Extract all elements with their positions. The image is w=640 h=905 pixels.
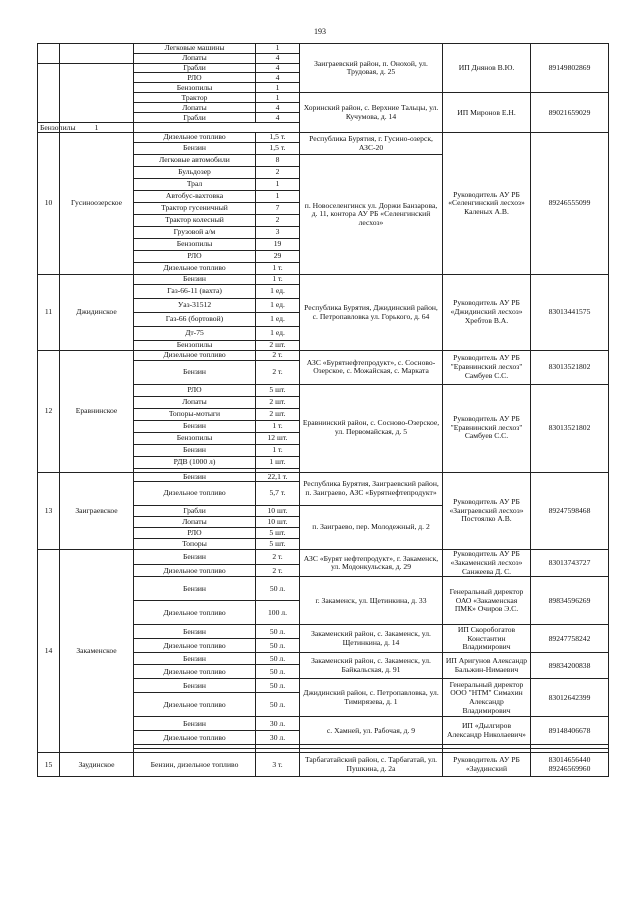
table-cell: Бензин — [134, 420, 256, 432]
table-cell: Бензин, дизельное топливо — [134, 753, 256, 777]
table-cell: ИП Днянов В.Ю. — [443, 44, 531, 93]
table-cell: Джидинский район, с. Петропавловка, ул. Тимирязева, д. 1 — [300, 679, 443, 717]
table-cell: АЗС «Бурят нефтепродукт», г. Закаменск, ул. Модонкульская, д. 29 — [300, 550, 443, 577]
table-cell: Джидинское — [60, 275, 134, 351]
table-cell: 89247758242 — [531, 625, 609, 653]
table-cell: 29 — [256, 251, 300, 263]
table-cell: Бензопилы — [134, 83, 256, 93]
table-cell: 1 шт. — [256, 456, 300, 468]
table-cell: Топоры — [134, 539, 256, 550]
table-cell: п. Заиграево, пер. Молодежный, д. 2 — [300, 506, 443, 550]
table-cell: Газ-66-11 (вахта) — [134, 284, 256, 298]
table-cell: 1 — [256, 93, 300, 103]
table-cell: 2 т. — [256, 550, 300, 565]
table-cell: Дизельное топливо — [134, 133, 256, 143]
table-cell: Генеральный директор ООО "НТМ" Симахин Александр Владимирович — [443, 679, 531, 717]
table-cell — [38, 44, 60, 64]
table-cell: Бензин — [134, 653, 256, 665]
table-cell: Бензопилы — [134, 239, 256, 251]
table-cell: г. Закаменск, ул. Щетинкина, д. 33 — [300, 577, 443, 625]
table-cell: Бензопилы — [38, 123, 60, 133]
table-cell: 50 л. — [256, 625, 300, 639]
table-cell: Дизельное топливо — [134, 693, 256, 717]
table-cell: Уаз-31512 — [134, 298, 256, 312]
table-cell: Заиграевское — [60, 472, 134, 550]
table-cell: Трактор — [134, 93, 256, 103]
table-cell: 83014656440 89246569960 — [531, 753, 609, 777]
table-cell: 83013521802 — [531, 350, 609, 384]
table-row — [38, 133, 609, 143]
table-cell: Руководитель АУ РБ "Еравнинский лесхоз" Самбуев С.С. — [443, 350, 531, 384]
table-cell: Бензин — [134, 360, 256, 384]
table-cell: 11 — [38, 275, 60, 351]
table-cell: 1,5 т. — [256, 143, 300, 155]
table-cell: Газ-66 (бортовой) — [134, 312, 256, 326]
table-cell: 1 т. — [256, 275, 300, 285]
table-cell: Руководитель АУ РБ «Селенгинский лесхоз» Каленых А.В. — [443, 133, 531, 275]
table-cell: ИП «Дылгиров Александр Николаевич» — [443, 717, 531, 745]
table-cell: Руководитель АУ РБ "Еравнинский лесхоз" Самбуев С.С. — [443, 384, 531, 472]
table-cell: 50 л. — [256, 693, 300, 717]
table-cell: Генеральный директор ОАО «Закаменская ПМК» Очиров Э.С. — [443, 577, 531, 625]
table-cell: 89149802869 — [531, 44, 609, 93]
table-cell: Закаменский район, с. Закаменск, ул. Байкальская, д. 91 — [300, 653, 443, 679]
table-cell: 1 т. — [256, 420, 300, 432]
table-cell: 30 л. — [256, 731, 300, 745]
table-cell: 4 — [256, 103, 300, 113]
table-cell: 89247598468 — [531, 472, 609, 550]
table-cell: 1 ед. — [256, 284, 300, 298]
table-cell: 1 т. — [256, 263, 300, 275]
table-cell: 4 — [256, 53, 300, 63]
table-cell: Заудинское — [60, 753, 134, 777]
table-cell: 10 — [38, 133, 60, 275]
table-cell: 22,1 т. — [256, 472, 300, 482]
table-cell: 1 — [60, 123, 134, 133]
table-cell: Трактор гусеничный — [134, 203, 256, 215]
resources-table — [37, 43, 609, 777]
table-cell: 2 т. — [256, 350, 300, 360]
table-cell: 2 шт. — [256, 396, 300, 408]
table-cell: 10 шт. — [256, 506, 300, 517]
table-cell: 5 шт. — [256, 539, 300, 550]
table-cell: Лопаты — [134, 517, 256, 528]
table-cell: Бензин — [134, 275, 256, 285]
table-cell: Дизельное топливо — [134, 482, 256, 506]
table-cell: 2 шт. — [256, 408, 300, 420]
table-cell: Бензин — [134, 679, 256, 693]
table-cell: Хоринский район, с. Верхние Тальцы, ул. Кучумова, д. 14 — [300, 93, 443, 133]
table-cell: 12 шт. — [256, 432, 300, 444]
table-cell: 4 — [256, 73, 300, 83]
table-cell: 100 л. — [256, 601, 300, 625]
table-cell: 5 шт. — [256, 384, 300, 396]
table-cell: Автобус-вахтовка — [134, 191, 256, 203]
table-cell: Дизельное топливо — [134, 350, 256, 360]
table-cell: 3 т. — [256, 753, 300, 777]
table-cell: Республика Бурятия, г. Гусино-озерск, АЗС-20 — [300, 133, 443, 155]
table-cell: Дизельное топливо — [134, 731, 256, 745]
table-cell: Руководитель АУ РБ «Заиграевский лесхоз» Постоялко А.В. — [443, 472, 531, 550]
table-cell: 83012642399 — [531, 679, 609, 717]
table-cell: 89148406678 — [531, 717, 609, 745]
table-cell: 5,7 т. — [256, 482, 300, 506]
table-cell: 1 ед. — [256, 312, 300, 326]
table-cell: 50 л. — [256, 665, 300, 679]
table-cell: Дизельное топливо — [134, 601, 256, 625]
table-cell: Грабли — [134, 113, 256, 123]
table-row — [38, 753, 609, 777]
table-cell — [60, 44, 134, 64]
table-cell: РЛО — [134, 73, 256, 83]
table-cell: 1 — [256, 179, 300, 191]
table-cell: Легковые автомобили — [134, 155, 256, 167]
table-cell: Бензин — [134, 577, 256, 601]
table-cell: 8 — [256, 155, 300, 167]
table-cell: 19 — [256, 239, 300, 251]
table-cell: Бензопилы — [134, 432, 256, 444]
table-cell: 2 т. — [256, 565, 300, 577]
table-cell: Закаменское — [60, 550, 134, 753]
table-cell: ИП Миронов Е.Н. — [443, 93, 531, 133]
table-cell: п. Новоселенгинск ул. Доржи Банзарова, д. 11, контора АУ РБ «Селенгинский лесхоз» — [300, 155, 443, 275]
table-cell: 12 — [38, 350, 60, 472]
table-cell: ИП Аригунов Александр Бальжин-Нимаевич — [443, 653, 531, 679]
table-cell: Трактор колесный — [134, 215, 256, 227]
table-cell: 1,5 т. — [256, 133, 300, 143]
table-cell: 15 — [38, 753, 60, 777]
table-cell: Бензин — [134, 143, 256, 155]
table-cell: 1 т. — [256, 444, 300, 456]
table-cell: Легковые машины — [134, 44, 256, 54]
table-cell: РДВ (1000 л) — [134, 456, 256, 468]
page-number: 193 — [314, 27, 326, 36]
table-cell: Бензин — [134, 625, 256, 639]
table-cell: 1 — [256, 191, 300, 203]
table-cell: 1 — [256, 44, 300, 54]
table-cell: Республика Бурятия, Джидинский район, с. Петропавловка ул. Горького, д. 64 — [300, 275, 443, 351]
table-row — [38, 350, 609, 360]
table-cell: 83013441575 — [531, 275, 609, 351]
table-row — [38, 472, 609, 482]
table-cell: Гусиноозерское — [60, 133, 134, 275]
table-cell: Трал — [134, 179, 256, 191]
table-cell: 50 л. — [256, 639, 300, 653]
table-cell: Грабли — [134, 63, 256, 73]
table-cell: Грузовой а/м — [134, 227, 256, 239]
table-cell: 14 — [38, 550, 60, 753]
table-cell: 89834596269 — [531, 577, 609, 625]
table-cell: Тарбагатайский район, с. Тарбагатай, ул. Пушкина, д. 2а — [300, 753, 443, 777]
table-cell: 4 — [256, 63, 300, 73]
table-cell: Руководитель АУ РБ «Закаменский лесхоз» Санжеева Д. С. — [443, 550, 531, 577]
table-cell: Дизельное топливо — [134, 639, 256, 653]
table-cell: 10 шт. — [256, 517, 300, 528]
table-cell: Еравнинское — [60, 350, 134, 472]
table-cell: 2 — [256, 167, 300, 179]
table-cell: Руководитель АУ РБ «Заудинский — [443, 753, 531, 777]
table-cell: Бульдозер — [134, 167, 256, 179]
table-cell — [60, 63, 134, 123]
table-cell: 2 т. — [256, 360, 300, 384]
table-cell: Бензин — [134, 717, 256, 731]
table-cell: Руководитель АУ РБ «Джидинский лесхоз» Хребтов В.А. — [443, 275, 531, 351]
table-cell: 3 — [256, 227, 300, 239]
table-cell: 1 ед. — [256, 298, 300, 312]
table-row — [38, 275, 609, 285]
table-cell: 4 — [256, 113, 300, 123]
table-cell: РЛО — [134, 528, 256, 539]
table-cell: 5 шт. — [256, 528, 300, 539]
table-cell: 2 шт. — [256, 340, 300, 350]
table-cell: АЗС «Бурятнефтепродукт», с. Сосново-Озерское, с. Можайская, с. Марката — [300, 350, 443, 384]
table-cell: 7 — [256, 203, 300, 215]
equipment-table-page — [37, 43, 608, 858]
table-cell: 50 л. — [256, 679, 300, 693]
table-cell: РЛО — [134, 384, 256, 396]
table-cell: Дт-75 — [134, 326, 256, 340]
table-cell: Лопаты — [134, 103, 256, 113]
table-cell: с. Хамней, ул. Рабочая, д. 9 — [300, 717, 443, 745]
table-cell: 1 — [256, 83, 300, 93]
table-cell: Лопаты — [134, 53, 256, 63]
table-cell: Заиграевский район, п. Онохой, ул. Трудовая, д. 25 — [300, 44, 443, 93]
table-cell: Лопаты — [134, 396, 256, 408]
table-cell: 83013521802 — [531, 384, 609, 472]
table-cell: Грабли — [134, 506, 256, 517]
table-cell: 2 — [256, 215, 300, 227]
table-cell: Дизельное топливо — [134, 263, 256, 275]
table-cell: Еравнинский район, с. Сосново-Озерское, ул. Первомайская, д. 5 — [300, 384, 443, 472]
table-cell: 30 л. — [256, 717, 300, 731]
table-cell: 50 л. — [256, 577, 300, 601]
table-cell: 83013743727 — [531, 550, 609, 577]
table-cell: Бензопилы — [134, 340, 256, 350]
table-cell: ИП Скоробогатов Константин Владимирович — [443, 625, 531, 653]
table-cell: 89246555099 — [531, 133, 609, 275]
table-cell: 89834200838 — [531, 653, 609, 679]
table-cell: Дизельное топливо — [134, 665, 256, 679]
table-cell: 1 ед. — [256, 326, 300, 340]
table-cell: Дизельное топливо — [134, 565, 256, 577]
table-cell: РЛО — [134, 251, 256, 263]
table-cell: 13 — [38, 472, 60, 550]
table-body — [38, 44, 609, 777]
table-cell — [38, 63, 60, 123]
table-cell: 89021659029 — [531, 93, 609, 133]
table-cell: Топоры-мотыги — [134, 408, 256, 420]
table-cell: Бензин — [134, 472, 256, 482]
table-row — [38, 44, 609, 54]
table-cell: Бензин — [134, 550, 256, 565]
table-cell: Закаменский район, с. Закаменск, ул. Щетинкина, д. 14 — [300, 625, 443, 653]
table-cell: 50 л. — [256, 653, 300, 665]
table-row — [38, 550, 609, 565]
table-cell: Бензин — [134, 444, 256, 456]
table-cell: Республика Бурятия, Заиграевский район, п. Заиграево, АЗС «Бурятнефтепродукт» — [300, 472, 443, 506]
